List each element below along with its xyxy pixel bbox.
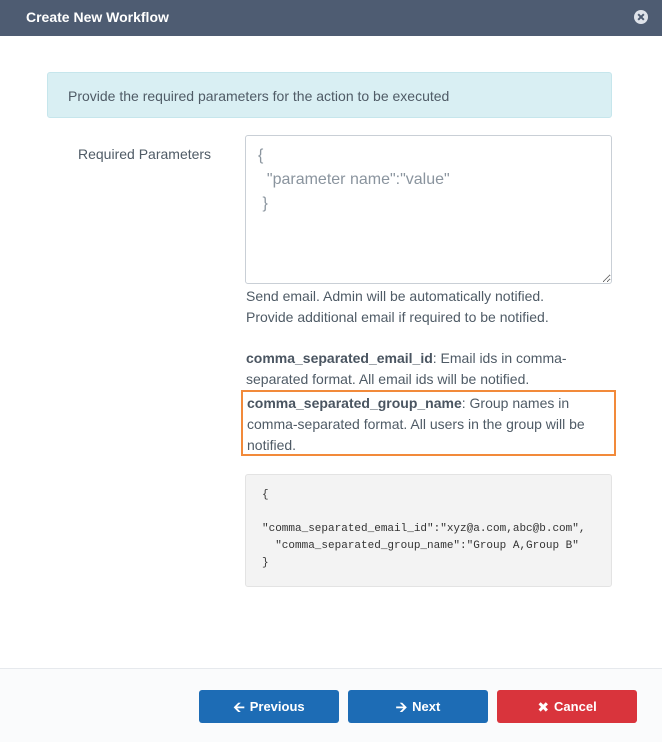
example-code-block: { "comma_separated_email_id":"xyz@a.com,abc@b.com", "comma_separated_group_name":"Group A,Group B" } <box>245 474 612 587</box>
previous-button-label: Previous <box>249 699 305 714</box>
help-general-line2: Provide additional email if required to be notified. <box>246 309 549 325</box>
required-parameters-label: Required Parameters <box>78 146 212 162</box>
dialog-header <box>0 0 662 36</box>
group-param-name: comma_separated_group_name <box>247 395 462 411</box>
group-param-desc: : Group names in comma-separated format. All users in the group will be notified. <box>247 395 585 453</box>
email-param-desc: : Email ids in comma-separated format. All email ids will be notified. <box>246 350 567 387</box>
previous-button[interactable] <box>199 690 339 723</box>
email-param-name: comma_separated_email_id <box>246 350 433 366</box>
help-general-text <box>246 286 616 328</box>
close-icon[interactable] <box>634 10 648 24</box>
times-icon: ✖ <box>537 698 550 715</box>
info-banner: Provide the required parameters for the action to be executed <box>47 72 612 118</box>
cancel-button-label: Cancel <box>554 699 597 714</box>
help-general-line1: Send email. Admin will be automatically notified. <box>246 288 545 304</box>
next-button[interactable] <box>348 690 488 723</box>
help-email-param <box>246 348 616 390</box>
required-parameters-textarea[interactable] <box>245 135 612 284</box>
next-button-label: Next <box>412 699 441 714</box>
arrow-right-icon: 🡪 <box>395 698 408 715</box>
arrow-left-icon: 🡨 <box>233 698 245 715</box>
help-group-param-highlighted <box>241 390 616 456</box>
cancel-button[interactable] <box>497 690 637 723</box>
dialog-title: Create New Workflow <box>26 9 169 25</box>
